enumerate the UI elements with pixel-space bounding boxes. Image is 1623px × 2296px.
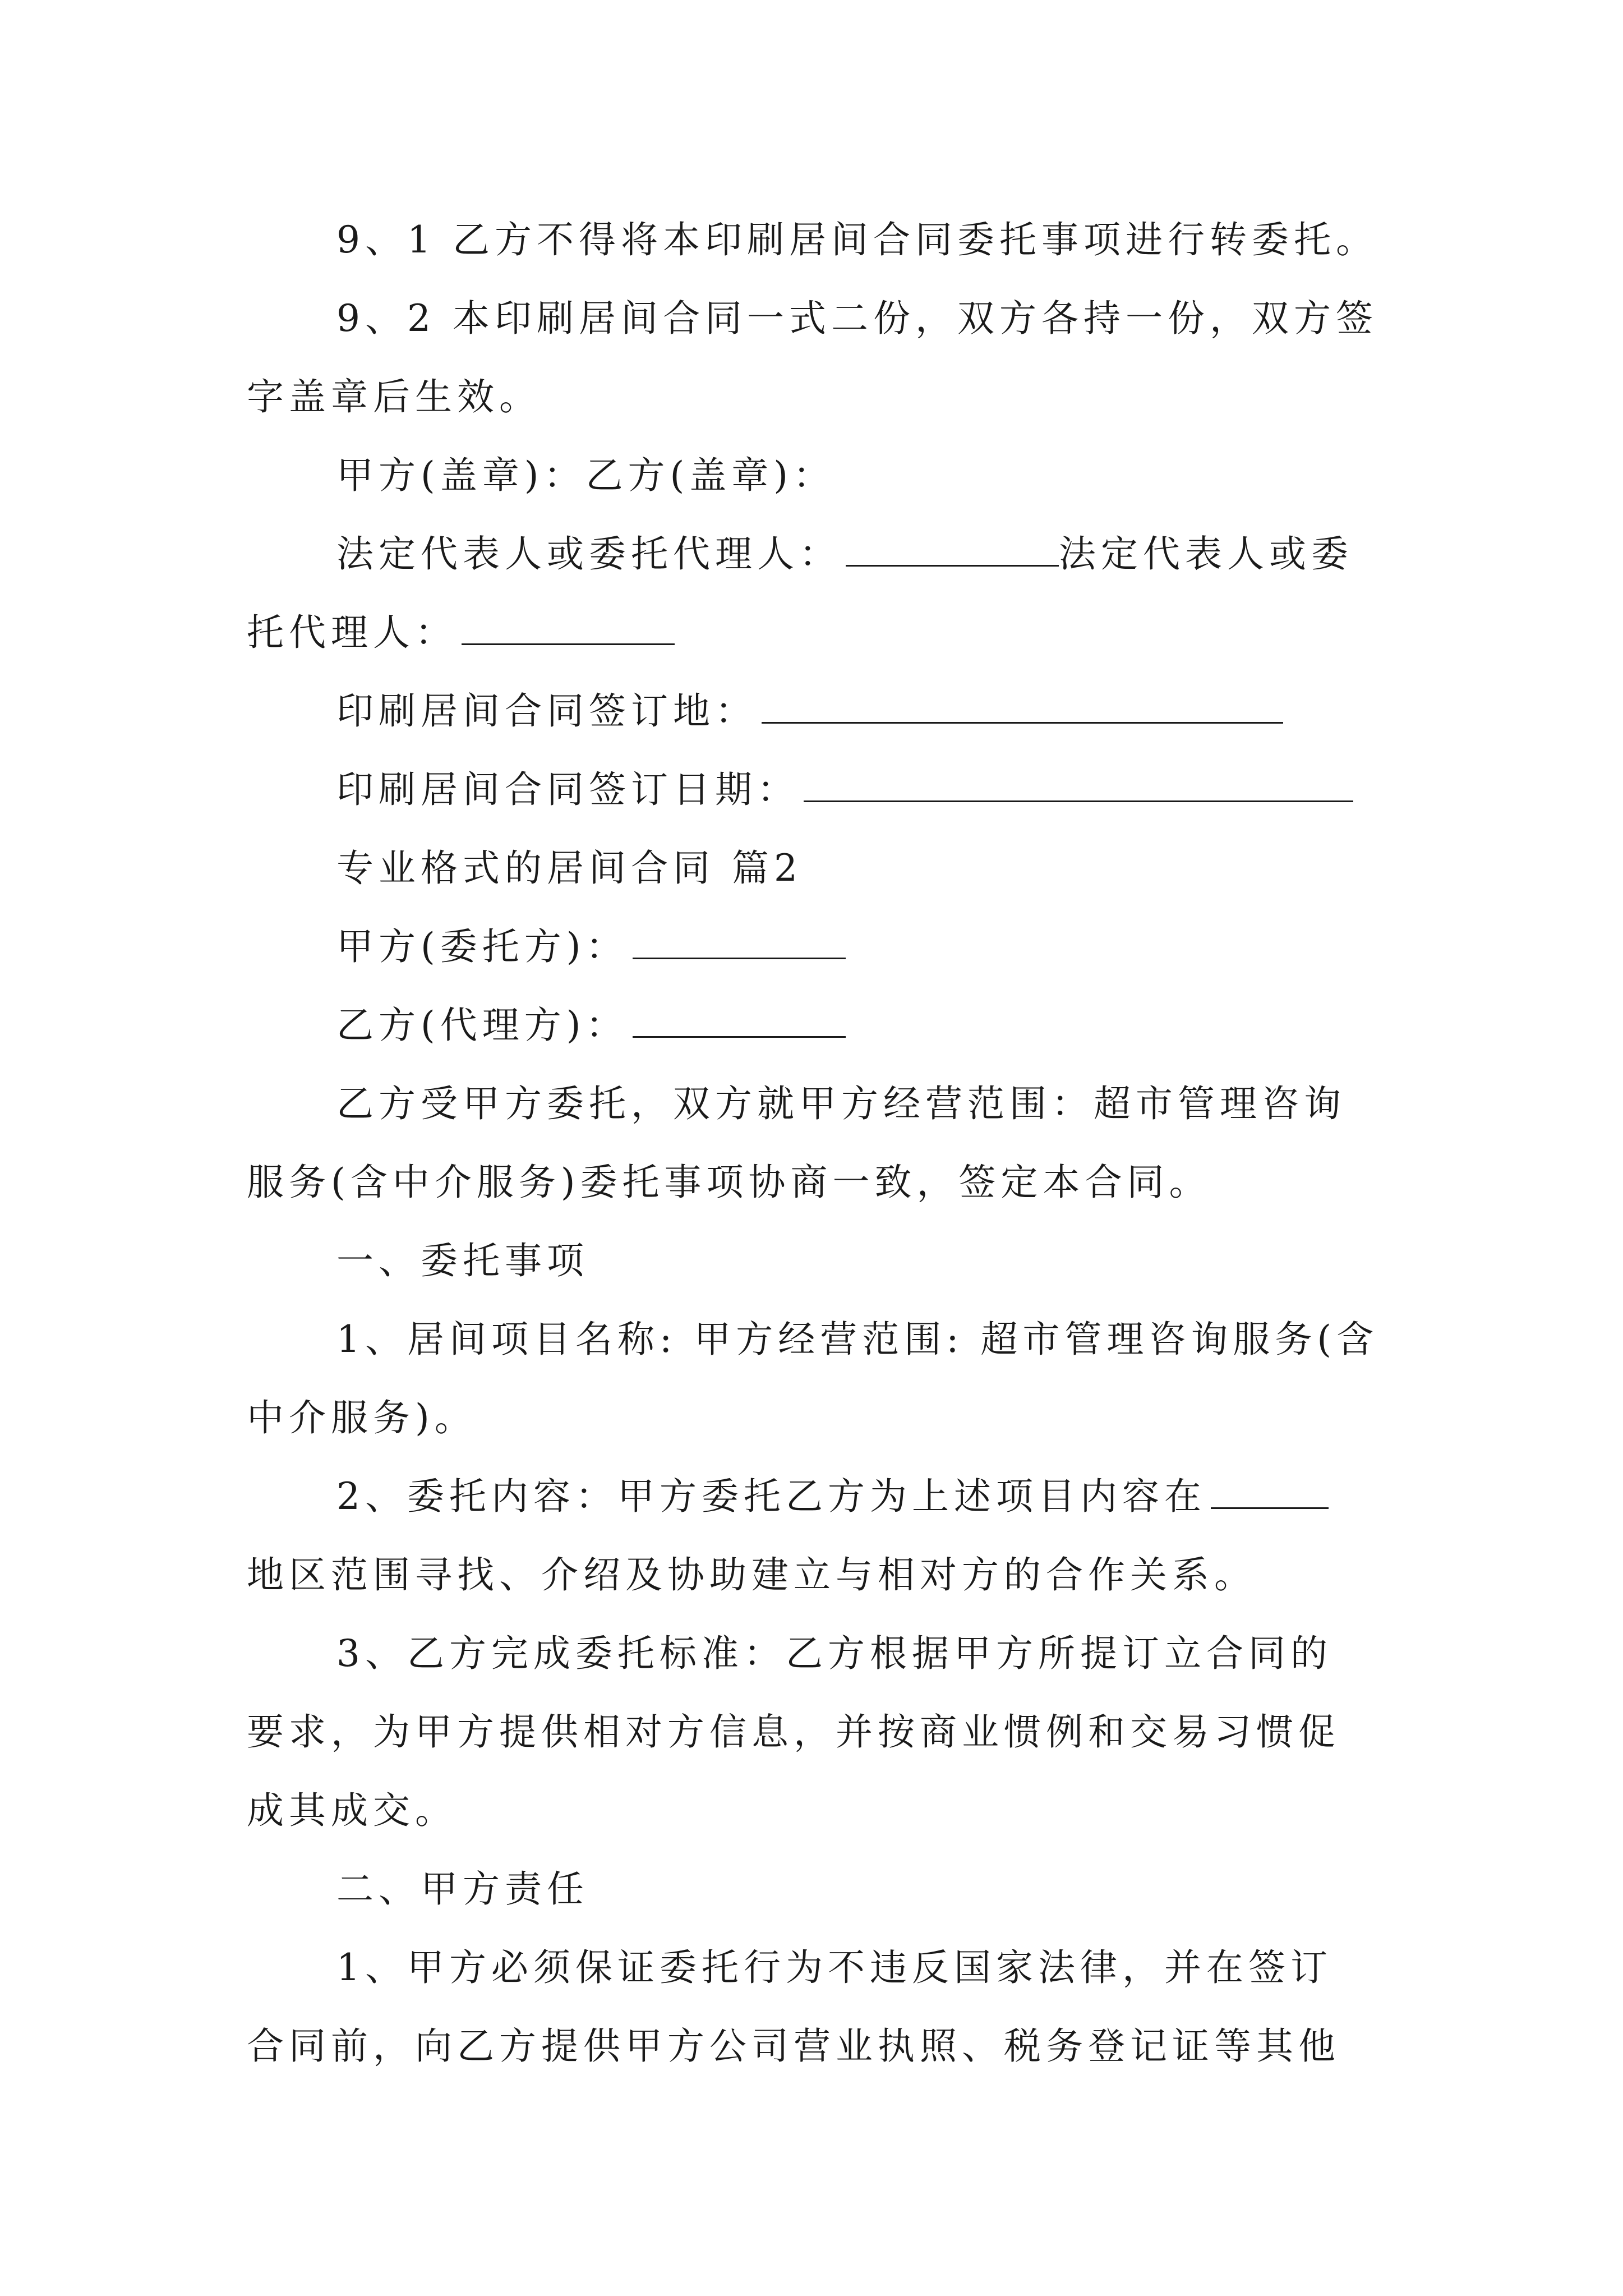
text-line: 法定代表人或委 xyxy=(1059,532,1353,576)
text-line: 地区范围寻找、介绍及协助建立与相对方的合作关系。 xyxy=(247,1553,1256,1596)
signing-place-line xyxy=(336,689,1283,733)
section-heading xyxy=(336,846,803,890)
representative-b-blank[interactable] xyxy=(462,614,675,645)
text-line: 中介服务)。 xyxy=(247,1396,477,1439)
clause-2-continued xyxy=(247,1553,1256,1596)
text-line: 成其成交。 xyxy=(247,1789,457,1832)
clause-3-standard xyxy=(336,1632,1332,1675)
text-line: 甲方(委托方)： xyxy=(336,925,628,968)
text-line: 一、委托事项 xyxy=(336,1239,589,1282)
preamble-paragraph xyxy=(336,1082,1346,1125)
representative-a-blank[interactable] xyxy=(846,536,1059,567)
party-b-blank[interactable] xyxy=(633,1007,846,1038)
text-line: 印刷居间合同签订日期： xyxy=(336,768,799,811)
text-line: 要求，为甲方提供相对方信息，并按商业惯例和交易习惯促 xyxy=(247,1710,1340,1754)
text-line: 1、居间项目名称: 甲方经营范围: 超市管理咨询服务(含 xyxy=(336,1318,1379,1361)
clause-9-2 xyxy=(336,297,1378,340)
text-line: 二、甲方责任 xyxy=(336,1867,589,1911)
text-line: 托代理人： xyxy=(247,611,457,654)
clause-3-continued-2 xyxy=(247,1789,457,1832)
text-line: 甲方(盖章)：乙方(盖章)： xyxy=(336,454,835,497)
text-line: 乙方(代理方)： xyxy=(336,1004,628,1047)
heading-entrusted-matters xyxy=(336,1239,589,1282)
preamble-paragraph-continued xyxy=(247,1161,1211,1204)
signing-date-blank[interactable] xyxy=(804,771,1353,802)
text-line: 9、2 本印刷居间合同一式二份，双方各持一份，双方签 xyxy=(336,297,1378,340)
signature-seal-line xyxy=(336,454,835,497)
text-line: 2、委托内容：甲方委托乙方为上述项目内容在 xyxy=(336,1475,1206,1518)
text-line: 合同前，向乙方提供甲方公司营业执照、税务登记证等其他 xyxy=(247,2024,1340,2068)
text-line: 法定代表人或委托代理人： xyxy=(336,532,841,576)
heading-party-a-duties xyxy=(336,1867,589,1911)
representative-line xyxy=(336,532,1353,576)
signing-place-blank[interactable] xyxy=(762,693,1283,724)
clause-2-content xyxy=(336,1475,1329,1518)
text-line: 3、乙方完成委托标准：乙方根据甲方所提订立合同的 xyxy=(336,1632,1332,1675)
signing-date-line xyxy=(336,768,1353,811)
region-blank[interactable] xyxy=(1211,1478,1329,1509)
representative-line-continued xyxy=(247,611,675,654)
duty-clause-1-continued xyxy=(247,2024,1340,2068)
party-a-line xyxy=(336,925,846,968)
text-line: 9、1 乙方不得将本印刷居间合同委托事项进行转委托。 xyxy=(336,218,1378,261)
duty-clause-1 xyxy=(336,1946,1332,1989)
party-b-line xyxy=(336,1004,846,1047)
party-a-blank[interactable] xyxy=(633,928,846,959)
text-line: 字盖章后生效。 xyxy=(247,375,541,418)
text-line: 印刷居间合同签订地： xyxy=(336,689,757,733)
clause-3-continued xyxy=(247,1710,1340,1754)
clause-9-1 xyxy=(336,218,1378,261)
clause-1-continued xyxy=(247,1396,477,1439)
clause-1-project-name xyxy=(336,1318,1379,1361)
clause-9-2-continued xyxy=(247,375,541,418)
text-line: 1、甲方必须保证委托行为不违反国家法律，并在签订 xyxy=(336,1946,1332,1989)
text-line: 专业格式的居间合同 篇2 xyxy=(336,846,803,890)
text-line: 乙方受甲方委托，双方就甲方经营范围：超市管理咨询 xyxy=(336,1082,1346,1125)
text-line: 服务(含中介服务)委托事项协商一致，签定本合同。 xyxy=(247,1161,1211,1204)
